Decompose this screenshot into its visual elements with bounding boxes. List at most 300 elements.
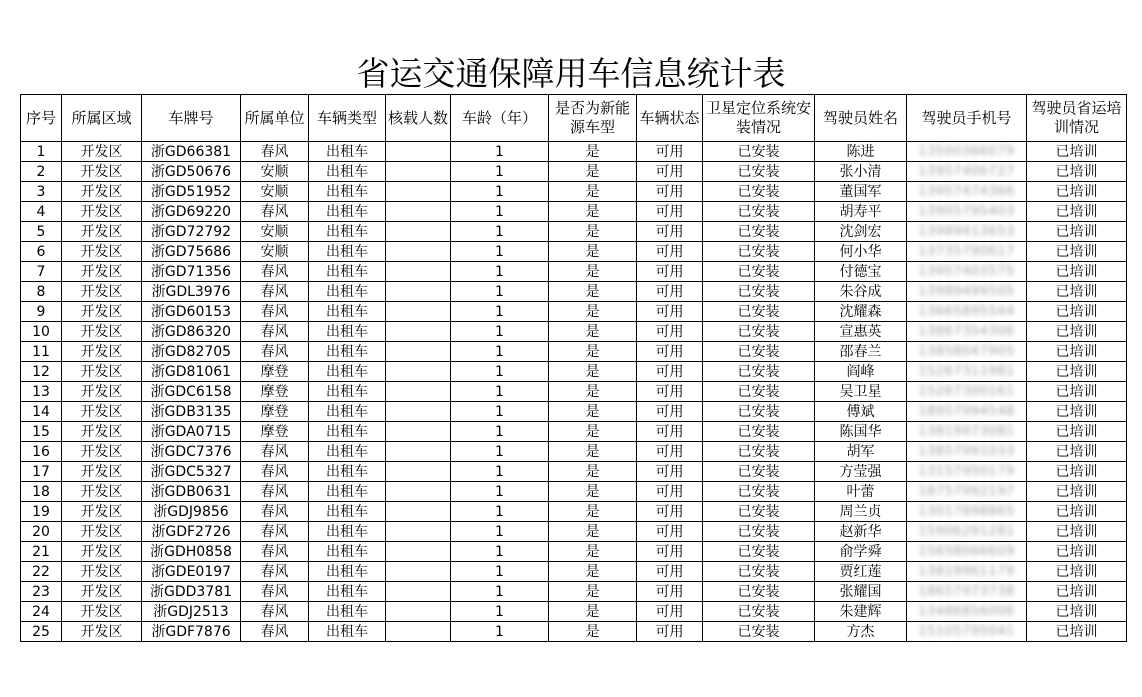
driver-phone-cell[interactable] <box>907 602 1027 622</box>
status-cell[interactable]: 可用 <box>637 402 703 422</box>
row-number-cell[interactable]: 19 <box>21 502 62 522</box>
capacity-cell[interactable] <box>386 322 451 342</box>
capacity-cell[interactable] <box>386 522 451 542</box>
ev-cell[interactable]: 是 <box>549 402 637 422</box>
driver-name-cell[interactable]: 宣惠英 <box>815 322 907 342</box>
row-number-cell[interactable]: 10 <box>21 322 62 342</box>
vehicle-type-cell[interactable]: 出租车 <box>309 382 386 402</box>
vehicle-type-cell[interactable]: 出租车 <box>309 262 386 282</box>
status-cell[interactable]: 可用 <box>637 262 703 282</box>
row-number-cell[interactable]: 23 <box>21 582 62 602</box>
gps-cell[interactable]: 已安装 <box>703 302 815 322</box>
status-cell[interactable]: 可用 <box>637 342 703 362</box>
vehicle-type-cell[interactable]: 出租车 <box>309 142 386 162</box>
status-cell[interactable]: 可用 <box>637 562 703 582</box>
row-number-cell[interactable]: 13 <box>21 382 62 402</box>
vehicle-type-cell[interactable]: 出租车 <box>309 542 386 562</box>
area-cell[interactable]: 开发区 <box>62 402 142 422</box>
vehicle-age-cell[interactable]: 1 <box>451 162 549 182</box>
plate-cell[interactable]: 浙GDH0858 <box>142 542 241 562</box>
vehicle-type-cell[interactable]: 出租车 <box>309 182 386 202</box>
unit-cell[interactable]: 春风 <box>241 462 309 482</box>
area-cell[interactable]: 开发区 <box>62 542 142 562</box>
row-number-cell[interactable]: 16 <box>21 442 62 462</box>
driver-phone-cell[interactable] <box>907 342 1027 362</box>
status-cell[interactable]: 可用 <box>637 482 703 502</box>
vehicle-type-cell[interactable]: 出租车 <box>309 622 386 642</box>
row-number-cell[interactable]: 22 <box>21 562 62 582</box>
row-number-cell[interactable]: 21 <box>21 542 62 562</box>
area-cell[interactable]: 开发区 <box>62 142 142 162</box>
plate-cell[interactable]: 浙GD81061 <box>142 362 241 382</box>
capacity-cell[interactable] <box>386 202 451 222</box>
ev-cell[interactable]: 是 <box>549 522 637 542</box>
capacity-cell[interactable] <box>386 442 451 462</box>
status-cell[interactable]: 可用 <box>637 282 703 302</box>
driver-name-cell[interactable]: 朱建辉 <box>815 602 907 622</box>
unit-cell[interactable]: 春风 <box>241 502 309 522</box>
vehicle-age-cell[interactable]: 1 <box>451 622 549 642</box>
area-cell[interactable]: 开发区 <box>62 162 142 182</box>
unit-cell[interactable]: 摩登 <box>241 422 309 442</box>
vehicle-type-cell[interactable]: 出租车 <box>309 282 386 302</box>
ev-cell[interactable]: 是 <box>549 162 637 182</box>
vehicle-age-cell[interactable]: 1 <box>451 522 549 542</box>
header-cell[interactable]: 序号 <box>21 95 62 142</box>
plate-cell[interactable]: 浙GD71356 <box>142 262 241 282</box>
gps-cell[interactable]: 已安装 <box>703 442 815 462</box>
plate-cell[interactable]: 浙GDB0631 <box>142 482 241 502</box>
gps-cell[interactable]: 已安装 <box>703 482 815 502</box>
status-cell[interactable]: 可用 <box>637 502 703 522</box>
header-cell[interactable]: 核载人数 <box>386 95 451 142</box>
training-cell[interactable]: 已培训 <box>1027 462 1127 482</box>
vehicle-age-cell[interactable]: 1 <box>451 602 549 622</box>
vehicle-age-cell[interactable]: 1 <box>451 302 549 322</box>
vehicle-type-cell[interactable]: 出租车 <box>309 462 386 482</box>
row-number-cell[interactable]: 5 <box>21 222 62 242</box>
vehicle-age-cell[interactable]: 1 <box>451 462 549 482</box>
driver-phone-cell[interactable] <box>907 402 1027 422</box>
driver-name-cell[interactable]: 阎峰 <box>815 362 907 382</box>
unit-cell[interactable]: 安顺 <box>241 162 309 182</box>
ev-cell[interactable]: 是 <box>549 362 637 382</box>
vehicle-type-cell[interactable]: 出租车 <box>309 522 386 542</box>
capacity-cell[interactable] <box>386 582 451 602</box>
unit-cell[interactable]: 摩登 <box>241 402 309 422</box>
ev-cell[interactable]: 是 <box>549 382 637 402</box>
header-cell[interactable]: 驾驶员手机号 <box>907 95 1027 142</box>
driver-phone-cell[interactable] <box>907 262 1027 282</box>
ev-cell[interactable]: 是 <box>549 322 637 342</box>
driver-phone-cell[interactable] <box>907 622 1027 642</box>
ev-cell[interactable]: 是 <box>549 282 637 302</box>
unit-cell[interactable]: 春风 <box>241 522 309 542</box>
vehicle-age-cell[interactable]: 1 <box>451 562 549 582</box>
area-cell[interactable]: 开发区 <box>62 282 142 302</box>
vehicle-type-cell[interactable]: 出租车 <box>309 482 386 502</box>
driver-phone-cell[interactable] <box>907 282 1027 302</box>
area-cell[interactable]: 开发区 <box>62 582 142 602</box>
row-number-cell[interactable]: 7 <box>21 262 62 282</box>
vehicle-age-cell[interactable]: 1 <box>451 482 549 502</box>
vehicle-type-cell[interactable]: 出租车 <box>309 562 386 582</box>
driver-phone-cell[interactable] <box>907 522 1027 542</box>
vehicle-age-cell[interactable]: 1 <box>451 382 549 402</box>
capacity-cell[interactable] <box>386 422 451 442</box>
gps-cell[interactable]: 已安装 <box>703 322 815 342</box>
area-cell[interactable]: 开发区 <box>62 522 142 542</box>
ev-cell[interactable]: 是 <box>549 482 637 502</box>
plate-cell[interactable]: 浙GDF7876 <box>142 622 241 642</box>
plate-cell[interactable]: 浙GD69220 <box>142 202 241 222</box>
gps-cell[interactable]: 已安装 <box>703 422 815 442</box>
status-cell[interactable]: 可用 <box>637 362 703 382</box>
unit-cell[interactable]: 春风 <box>241 282 309 302</box>
vehicle-type-cell[interactable]: 出租车 <box>309 602 386 622</box>
gps-cell[interactable]: 已安装 <box>703 602 815 622</box>
unit-cell[interactable]: 摩登 <box>241 382 309 402</box>
status-cell[interactable]: 可用 <box>637 382 703 402</box>
status-cell[interactable]: 可用 <box>637 522 703 542</box>
status-cell[interactable]: 可用 <box>637 162 703 182</box>
driver-phone-cell[interactable] <box>907 302 1027 322</box>
capacity-cell[interactable] <box>386 282 451 302</box>
vehicle-age-cell[interactable]: 1 <box>451 582 549 602</box>
header-cell[interactable]: 卫星定位系统安装情况 <box>703 95 815 142</box>
gps-cell[interactable]: 已安装 <box>703 522 815 542</box>
row-number-cell[interactable]: 25 <box>21 622 62 642</box>
vehicle-type-cell[interactable]: 出租车 <box>309 322 386 342</box>
training-cell[interactable]: 已培训 <box>1027 482 1127 502</box>
gps-cell[interactable]: 已安装 <box>703 342 815 362</box>
area-cell[interactable]: 开发区 <box>62 602 142 622</box>
vehicle-age-cell[interactable]: 1 <box>451 322 549 342</box>
unit-cell[interactable]: 春风 <box>241 622 309 642</box>
vehicle-age-cell[interactable]: 1 <box>451 282 549 302</box>
area-cell[interactable]: 开发区 <box>62 462 142 482</box>
ev-cell[interactable]: 是 <box>549 242 637 262</box>
row-number-cell[interactable]: 20 <box>21 522 62 542</box>
driver-name-cell[interactable]: 贾红莲 <box>815 562 907 582</box>
status-cell[interactable]: 可用 <box>637 602 703 622</box>
driver-phone-cell[interactable] <box>907 502 1027 522</box>
row-number-cell[interactable]: 6 <box>21 242 62 262</box>
vehicle-type-cell[interactable]: 出租车 <box>309 422 386 442</box>
capacity-cell[interactable] <box>386 342 451 362</box>
ev-cell[interactable]: 是 <box>549 582 637 602</box>
gps-cell[interactable]: 已安装 <box>703 382 815 402</box>
driver-name-cell[interactable]: 周兰贞 <box>815 502 907 522</box>
ev-cell[interactable]: 是 <box>549 202 637 222</box>
status-cell[interactable]: 可用 <box>637 302 703 322</box>
ev-cell[interactable]: 是 <box>549 502 637 522</box>
vehicle-age-cell[interactable]: 1 <box>451 222 549 242</box>
gps-cell[interactable]: 已安装 <box>703 362 815 382</box>
ev-cell[interactable]: 是 <box>549 142 637 162</box>
vehicle-type-cell[interactable]: 出租车 <box>309 502 386 522</box>
plate-cell[interactable]: 浙GD50676 <box>142 162 241 182</box>
driver-name-cell[interactable]: 陈国华 <box>815 422 907 442</box>
gps-cell[interactable]: 已安装 <box>703 282 815 302</box>
capacity-cell[interactable] <box>386 622 451 642</box>
driver-name-cell[interactable]: 叶蕾 <box>815 482 907 502</box>
training-cell[interactable]: 已培训 <box>1027 402 1127 422</box>
header-cell[interactable]: 所属单位 <box>241 95 309 142</box>
training-cell[interactable]: 已培训 <box>1027 282 1127 302</box>
driver-phone-cell[interactable] <box>907 362 1027 382</box>
plate-cell[interactable]: 浙GD60153 <box>142 302 241 322</box>
row-number-cell[interactable]: 14 <box>21 402 62 422</box>
status-cell[interactable]: 可用 <box>637 242 703 262</box>
capacity-cell[interactable] <box>386 482 451 502</box>
vehicle-age-cell[interactable]: 1 <box>451 202 549 222</box>
area-cell[interactable]: 开发区 <box>62 182 142 202</box>
gps-cell[interactable]: 已安装 <box>703 402 815 422</box>
unit-cell[interactable]: 春风 <box>241 442 309 462</box>
ev-cell[interactable]: 是 <box>549 422 637 442</box>
driver-phone-cell[interactable] <box>907 422 1027 442</box>
driver-name-cell[interactable]: 胡寿平 <box>815 202 907 222</box>
capacity-cell[interactable] <box>386 142 451 162</box>
capacity-cell[interactable] <box>386 602 451 622</box>
header-cell[interactable]: 车牌号 <box>142 95 241 142</box>
capacity-cell[interactable] <box>386 362 451 382</box>
area-cell[interactable]: 开发区 <box>62 562 142 582</box>
vehicle-age-cell[interactable]: 1 <box>451 182 549 202</box>
plate-cell[interactable]: 浙GDC7376 <box>142 442 241 462</box>
training-cell[interactable]: 已培训 <box>1027 162 1127 182</box>
driver-name-cell[interactable]: 何小华 <box>815 242 907 262</box>
vehicle-type-cell[interactable]: 出租车 <box>309 162 386 182</box>
row-number-cell[interactable]: 18 <box>21 482 62 502</box>
plate-cell[interactable]: 浙GDL3976 <box>142 282 241 302</box>
vehicle-age-cell[interactable]: 1 <box>451 242 549 262</box>
capacity-cell[interactable] <box>386 302 451 322</box>
driver-name-cell[interactable]: 沈耀森 <box>815 302 907 322</box>
row-number-cell[interactable]: 17 <box>21 462 62 482</box>
driver-name-cell[interactable]: 胡军 <box>815 442 907 462</box>
vehicle-type-cell[interactable]: 出租车 <box>309 402 386 422</box>
driver-name-cell[interactable]: 付德宝 <box>815 262 907 282</box>
capacity-cell[interactable] <box>386 402 451 422</box>
unit-cell[interactable]: 安顺 <box>241 222 309 242</box>
vehicle-type-cell[interactable]: 出租车 <box>309 202 386 222</box>
ev-cell[interactable]: 是 <box>549 442 637 462</box>
plate-cell[interactable]: 浙GDJ2513 <box>142 602 241 622</box>
vehicle-type-cell[interactable]: 出租车 <box>309 582 386 602</box>
plate-cell[interactable]: 浙GD51952 <box>142 182 241 202</box>
plate-cell[interactable]: 浙GD72792 <box>142 222 241 242</box>
plate-cell[interactable]: 浙GDE0197 <box>142 562 241 582</box>
training-cell[interactable]: 已培训 <box>1027 362 1127 382</box>
gps-cell[interactable]: 已安装 <box>703 182 815 202</box>
status-cell[interactable]: 可用 <box>637 582 703 602</box>
ev-cell[interactable]: 是 <box>549 622 637 642</box>
driver-name-cell[interactable]: 方莹强 <box>815 462 907 482</box>
training-cell[interactable]: 已培训 <box>1027 222 1127 242</box>
training-cell[interactable]: 已培训 <box>1027 242 1127 262</box>
status-cell[interactable]: 可用 <box>637 142 703 162</box>
area-cell[interactable]: 开发区 <box>62 262 142 282</box>
driver-phone-cell[interactable] <box>907 482 1027 502</box>
training-cell[interactable]: 已培训 <box>1027 342 1127 362</box>
area-cell[interactable]: 开发区 <box>62 222 142 242</box>
area-cell[interactable]: 开发区 <box>62 422 142 442</box>
unit-cell[interactable]: 春风 <box>241 202 309 222</box>
driver-name-cell[interactable]: 俞学舜 <box>815 542 907 562</box>
ev-cell[interactable]: 是 <box>549 602 637 622</box>
driver-phone-cell[interactable] <box>907 442 1027 462</box>
vehicle-age-cell[interactable]: 1 <box>451 422 549 442</box>
header-cell[interactable]: 车龄（年） <box>451 95 549 142</box>
status-cell[interactable]: 可用 <box>637 542 703 562</box>
vehicle-age-cell[interactable]: 1 <box>451 442 549 462</box>
row-number-cell[interactable]: 1 <box>21 142 62 162</box>
driver-phone-cell[interactable] <box>907 382 1027 402</box>
driver-name-cell[interactable]: 吴卫星 <box>815 382 907 402</box>
gps-cell[interactable]: 已安装 <box>703 142 815 162</box>
driver-name-cell[interactable]: 方杰 <box>815 622 907 642</box>
plate-cell[interactable]: 浙GDA0715 <box>142 422 241 442</box>
driver-name-cell[interactable]: 傅斌 <box>815 402 907 422</box>
plate-cell[interactable]: 浙GD86320 <box>142 322 241 342</box>
training-cell[interactable]: 已培训 <box>1027 182 1127 202</box>
status-cell[interactable]: 可用 <box>637 202 703 222</box>
plate-cell[interactable]: 浙GD75686 <box>142 242 241 262</box>
driver-phone-cell[interactable] <box>907 142 1027 162</box>
unit-cell[interactable]: 春风 <box>241 602 309 622</box>
row-number-cell[interactable]: 9 <box>21 302 62 322</box>
driver-name-cell[interactable]: 张耀国 <box>815 582 907 602</box>
gps-cell[interactable]: 已安装 <box>703 162 815 182</box>
training-cell[interactable]: 已培训 <box>1027 622 1127 642</box>
capacity-cell[interactable] <box>386 542 451 562</box>
capacity-cell[interactable] <box>386 382 451 402</box>
row-number-cell[interactable]: 2 <box>21 162 62 182</box>
vehicle-age-cell[interactable]: 1 <box>451 402 549 422</box>
area-cell[interactable]: 开发区 <box>62 502 142 522</box>
unit-cell[interactable]: 摩登 <box>241 362 309 382</box>
driver-phone-cell[interactable] <box>907 242 1027 262</box>
plate-cell[interactable]: 浙GDF2726 <box>142 522 241 542</box>
driver-name-cell[interactable]: 邵春兰 <box>815 342 907 362</box>
row-number-cell[interactable]: 4 <box>21 202 62 222</box>
driver-phone-cell[interactable] <box>907 202 1027 222</box>
unit-cell[interactable]: 安顺 <box>241 182 309 202</box>
driver-name-cell[interactable]: 张小清 <box>815 162 907 182</box>
ev-cell[interactable]: 是 <box>549 342 637 362</box>
training-cell[interactable]: 已培训 <box>1027 582 1127 602</box>
row-number-cell[interactable]: 8 <box>21 282 62 302</box>
row-number-cell[interactable]: 3 <box>21 182 62 202</box>
status-cell[interactable]: 可用 <box>637 442 703 462</box>
driver-phone-cell[interactable] <box>907 322 1027 342</box>
header-cell[interactable]: 驾驶员省运培训情况 <box>1027 95 1127 142</box>
plate-cell[interactable]: 浙GDB3135 <box>142 402 241 422</box>
ev-cell[interactable]: 是 <box>549 262 637 282</box>
training-cell[interactable]: 已培训 <box>1027 302 1127 322</box>
status-cell[interactable]: 可用 <box>637 182 703 202</box>
status-cell[interactable]: 可用 <box>637 422 703 442</box>
row-number-cell[interactable]: 24 <box>21 602 62 622</box>
ev-cell[interactable]: 是 <box>549 302 637 322</box>
vehicle-type-cell[interactable]: 出租车 <box>309 222 386 242</box>
header-cell[interactable]: 车辆类型 <box>309 95 386 142</box>
unit-cell[interactable]: 春风 <box>241 562 309 582</box>
capacity-cell[interactable] <box>386 502 451 522</box>
driver-name-cell[interactable]: 陈进 <box>815 142 907 162</box>
status-cell[interactable]: 可用 <box>637 622 703 642</box>
vehicle-age-cell[interactable]: 1 <box>451 262 549 282</box>
unit-cell[interactable]: 春风 <box>241 142 309 162</box>
capacity-cell[interactable] <box>386 462 451 482</box>
ev-cell[interactable]: 是 <box>549 462 637 482</box>
area-cell[interactable]: 开发区 <box>62 382 142 402</box>
ev-cell[interactable]: 是 <box>549 542 637 562</box>
plate-cell[interactable]: 浙GDD3781 <box>142 582 241 602</box>
gps-cell[interactable]: 已安装 <box>703 222 815 242</box>
unit-cell[interactable]: 春风 <box>241 582 309 602</box>
vehicle-age-cell[interactable]: 1 <box>451 542 549 562</box>
plate-cell[interactable]: 浙GD66381 <box>142 142 241 162</box>
training-cell[interactable]: 已培训 <box>1027 562 1127 582</box>
area-cell[interactable]: 开发区 <box>62 202 142 222</box>
unit-cell[interactable]: 春风 <box>241 262 309 282</box>
area-cell[interactable]: 开发区 <box>62 302 142 322</box>
driver-phone-cell[interactable] <box>907 162 1027 182</box>
plate-cell[interactable]: 浙GDJ9856 <box>142 502 241 522</box>
gps-cell[interactable]: 已安装 <box>703 202 815 222</box>
area-cell[interactable]: 开发区 <box>62 322 142 342</box>
gps-cell[interactable]: 已安装 <box>703 542 815 562</box>
header-cell[interactable]: 车辆状态 <box>637 95 703 142</box>
capacity-cell[interactable] <box>386 182 451 202</box>
status-cell[interactable]: 可用 <box>637 322 703 342</box>
gps-cell[interactable]: 已安装 <box>703 242 815 262</box>
capacity-cell[interactable] <box>386 262 451 282</box>
header-cell[interactable]: 驾驶员姓名 <box>815 95 907 142</box>
ev-cell[interactable]: 是 <box>549 182 637 202</box>
area-cell[interactable]: 开发区 <box>62 442 142 462</box>
driver-phone-cell[interactable] <box>907 222 1027 242</box>
unit-cell[interactable]: 春风 <box>241 302 309 322</box>
training-cell[interactable]: 已培训 <box>1027 202 1127 222</box>
area-cell[interactable]: 开发区 <box>62 242 142 262</box>
training-cell[interactable]: 已培训 <box>1027 382 1127 402</box>
training-cell[interactable]: 已培训 <box>1027 422 1127 442</box>
vehicle-type-cell[interactable]: 出租车 <box>309 242 386 262</box>
row-number-cell[interactable]: 11 <box>21 342 62 362</box>
vehicle-type-cell[interactable]: 出租车 <box>309 342 386 362</box>
status-cell[interactable]: 可用 <box>637 462 703 482</box>
header-cell[interactable]: 是否为新能源车型 <box>549 95 637 142</box>
training-cell[interactable]: 已培训 <box>1027 542 1127 562</box>
driver-name-cell[interactable]: 赵新华 <box>815 522 907 542</box>
driver-name-cell[interactable]: 沈剑宏 <box>815 222 907 242</box>
training-cell[interactable]: 已培训 <box>1027 142 1127 162</box>
training-cell[interactable]: 已培训 <box>1027 522 1127 542</box>
driver-phone-cell[interactable] <box>907 542 1027 562</box>
driver-phone-cell[interactable] <box>907 182 1027 202</box>
vehicle-age-cell[interactable]: 1 <box>451 142 549 162</box>
unit-cell[interactable]: 春风 <box>241 542 309 562</box>
gps-cell[interactable]: 已安装 <box>703 502 815 522</box>
driver-phone-cell[interactable] <box>907 562 1027 582</box>
capacity-cell[interactable] <box>386 562 451 582</box>
area-cell[interactable]: 开发区 <box>62 622 142 642</box>
training-cell[interactable]: 已培训 <box>1027 442 1127 462</box>
